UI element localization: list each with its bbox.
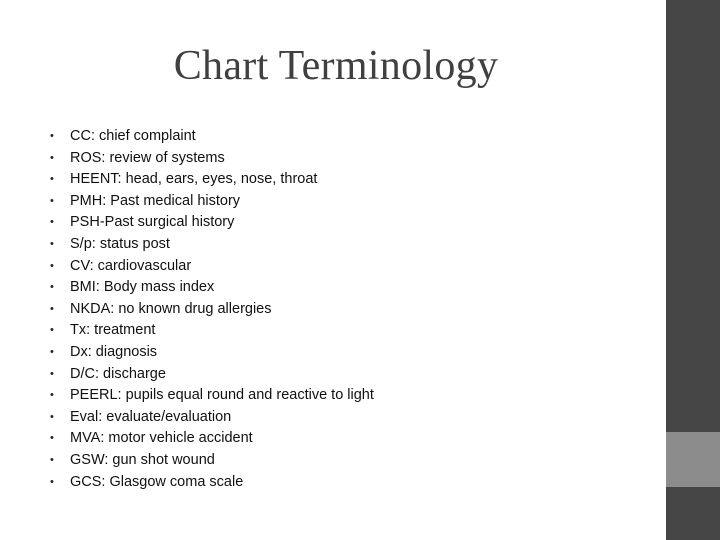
bullet-icon: • <box>50 237 54 250</box>
list-item-text: HEENT: head, ears, eyes, nose, throat <box>70 171 318 188</box>
bullet-icon: • <box>50 324 54 337</box>
list-item <box>50 320 650 342</box>
list-item-text: MVA: motor vehicle accident <box>70 430 253 447</box>
list-item-text: BMI: Body mass index <box>70 279 215 296</box>
list-item <box>50 148 650 170</box>
list-item <box>50 299 650 321</box>
sidebar-decoration <box>666 0 720 540</box>
list-item <box>50 428 650 450</box>
slide-title: Chart Terminology <box>173 43 499 89</box>
bullet-icon: • <box>50 281 54 294</box>
list-item <box>50 364 650 386</box>
list-item-text: NKDA: no known drug allergies <box>70 300 272 317</box>
bullet-icon: • <box>50 475 54 488</box>
sidebar-accent-block <box>666 432 720 487</box>
bullet-icon: • <box>50 302 54 315</box>
list-item <box>50 212 650 234</box>
bullet-icon: • <box>50 432 54 445</box>
bullet-icon: • <box>50 259 54 272</box>
bullet-icon: • <box>50 410 54 423</box>
list-item-text: CC: chief complaint <box>70 128 196 144</box>
list-item-text: PMH: Past medical history <box>70 192 241 209</box>
list-item-text: CV: cardiovascular <box>70 257 192 274</box>
list-item-text: GCS: Glasgow coma scale <box>70 473 244 490</box>
list-item <box>50 407 650 429</box>
list-item-text: PEERL: pupils equal round and reactive to light <box>70 387 374 404</box>
list-item <box>50 169 650 191</box>
bullet-icon: • <box>50 216 54 229</box>
list-item <box>50 234 650 256</box>
bullet-icon: • <box>50 173 54 186</box>
list-item-text: PSH-Past surgical history <box>70 214 235 231</box>
bullet-icon: • <box>50 453 54 466</box>
list-item <box>50 472 650 494</box>
bullet-icon: • <box>50 151 54 164</box>
bullet-icon: • <box>50 389 54 402</box>
bullet-icon: • <box>50 130 54 142</box>
list-item <box>50 126 650 148</box>
bullet-list <box>50 126 650 493</box>
bullet-icon: • <box>50 345 54 358</box>
list-item <box>50 256 650 278</box>
list-item-text: Dx: diagnosis <box>70 343 158 360</box>
list-item-text: Eval: evaluate/evaluation <box>70 408 232 425</box>
bullet-icon: • <box>50 194 54 207</box>
list-item-text: S/p: status post <box>70 235 170 252</box>
list-item-text: D/C: discharge <box>70 365 166 382</box>
list-item <box>50 342 650 364</box>
list-item <box>50 191 650 213</box>
list-item <box>50 277 650 299</box>
list-item <box>50 385 650 407</box>
list-item <box>50 450 650 472</box>
bullet-icon: • <box>50 367 54 380</box>
list-item-text: ROS: review of systems <box>70 149 225 166</box>
list-item-text: GSW: gun shot wound <box>70 451 215 468</box>
list-item-text: Tx: treatment <box>70 322 156 339</box>
